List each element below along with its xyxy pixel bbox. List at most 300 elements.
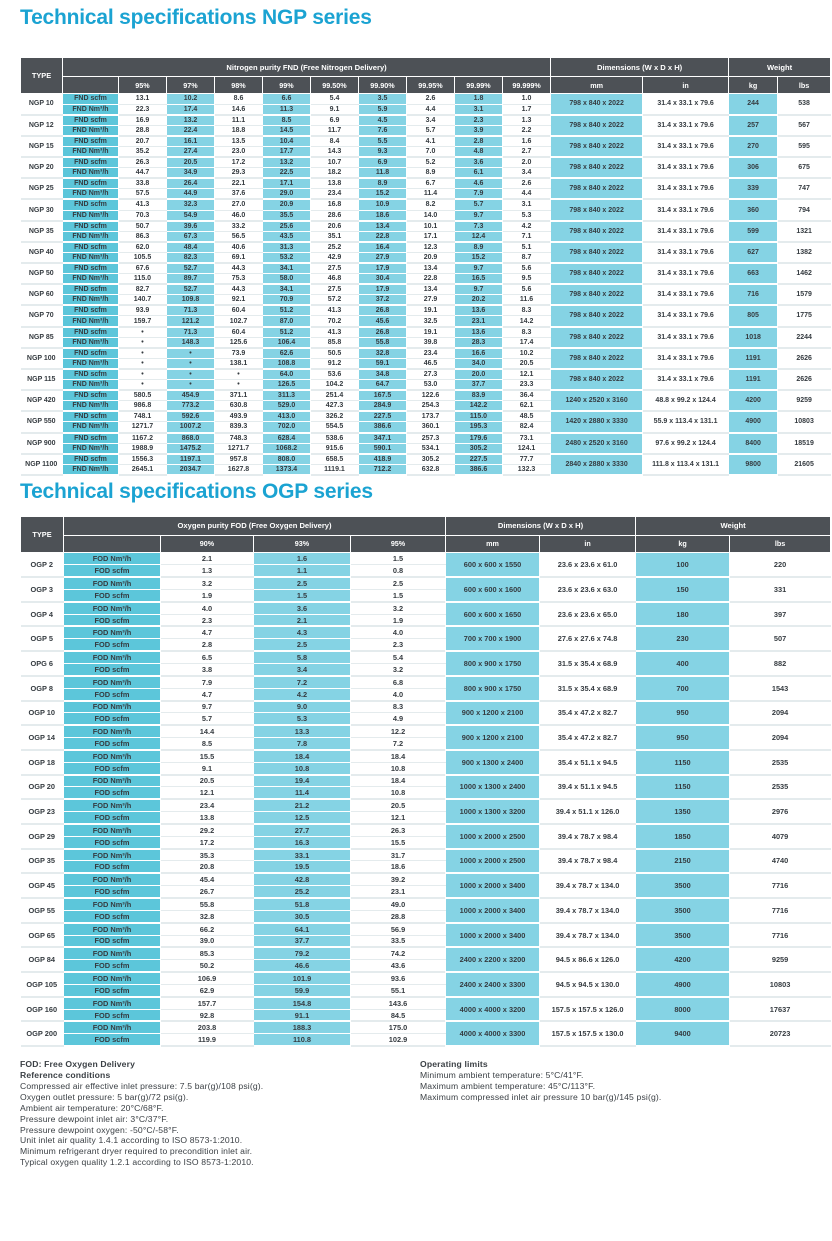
type-cell: OGP 55 xyxy=(21,898,64,923)
purity-value-cell: 84.5 xyxy=(351,1009,446,1021)
ogp-spec-table xyxy=(20,516,831,1047)
spec-row xyxy=(21,676,831,688)
purity-value-cell: 157.7 xyxy=(161,997,254,1009)
purity-value-cell: 16.5 xyxy=(455,274,503,285)
unit-column-header xyxy=(63,77,119,94)
spec-row xyxy=(21,997,831,1009)
dims-in-cell: 35.4 x 47.2 x 82.7 xyxy=(540,725,636,750)
weight-lbs-cell: 507 xyxy=(730,626,831,651)
purity-value-cell: 22.3 xyxy=(119,104,167,115)
unit-cell: FOD Nm³/h xyxy=(64,799,161,811)
dims-mm-cell: 800 x 900 x 1750 xyxy=(446,651,540,676)
purity-value-cell: 1.8 xyxy=(455,94,503,105)
purity-value-cell: 1.9 xyxy=(161,589,254,601)
purity-value-cell: 71.3 xyxy=(167,305,215,316)
unit-cell: FND scfm xyxy=(63,242,119,253)
unit-cell: FND scfm xyxy=(63,390,119,401)
purity-value-cell: 2.8 xyxy=(455,136,503,147)
purity-value-cell: 3.6 xyxy=(254,602,351,614)
purity-value-cell: 284.9 xyxy=(359,401,407,412)
weight-col-header: lbs xyxy=(778,77,831,94)
weight-lbs-cell: 1543 xyxy=(730,676,831,701)
unit-cell: FOD Nm³/h xyxy=(64,602,161,614)
unit-cell: FND scfm xyxy=(63,305,119,316)
dims-in-cell: 23.6 x 23.6 x 65.0 xyxy=(540,602,636,627)
unit-cell: FND Nm³/h xyxy=(63,104,119,115)
purity-value-cell: 30.4 xyxy=(359,274,407,285)
purity-value-cell: 29.0 xyxy=(263,189,311,200)
purity-value-cell: 3.4 xyxy=(254,663,351,675)
type-cell: NGP 30 xyxy=(21,199,63,220)
purity-value-cell: 3.5 xyxy=(359,94,407,105)
purity-value-cell: 175.0 xyxy=(351,1021,446,1033)
dims-col-header: in xyxy=(643,77,729,94)
purity-value-cell: 8.5 xyxy=(161,738,254,750)
purity-value-cell: 18.6 xyxy=(351,861,446,873)
weight-lbs-cell: 10803 xyxy=(730,972,831,997)
purity-value-cell: 62.0 xyxy=(119,242,167,253)
purity-value-cell: 9.7 xyxy=(455,210,503,221)
unit-cell: FND Nm³/h xyxy=(63,422,119,433)
purity-value-cell: 18.4 xyxy=(254,750,351,762)
purity-value-cell: 106.9 xyxy=(161,972,254,984)
type-cell: NGP 35 xyxy=(21,221,63,242)
purity-value-cell: 592.6 xyxy=(167,411,215,422)
purity-value-cell: 15.2 xyxy=(455,252,503,263)
purity-value-cell: 9.0 xyxy=(254,701,351,713)
purity-value-cell: 64.1 xyxy=(254,923,351,935)
purity-value-cell: 92.1 xyxy=(215,295,263,306)
purity-value-cell: 125.6 xyxy=(215,337,263,348)
unit-cell: FOD Nm³/h xyxy=(64,1021,161,1033)
purity-value-cell: 15.2 xyxy=(359,189,407,200)
spec-row xyxy=(21,1021,831,1033)
dims-in-cell: 35.4 x 47.2 x 82.7 xyxy=(540,701,636,726)
purity-col-header: 93% xyxy=(254,535,351,552)
purity-value-cell: 2.8 xyxy=(161,639,254,651)
dims-in-cell: 23.6 x 23.6 x 61.0 xyxy=(540,552,636,577)
purity-value-cell: 3.2 xyxy=(161,577,254,589)
dims-mm-cell: 1000 x 2000 x 2500 xyxy=(446,824,540,849)
unit-cell: FOD Nm³/h xyxy=(64,750,161,762)
spec-row xyxy=(21,433,831,444)
weight-lbs-cell: 1462 xyxy=(778,263,831,284)
purity-value-cell: 257.3 xyxy=(407,433,455,444)
purity-value-cell: • xyxy=(215,380,263,391)
purity-value-cell: 12.1 xyxy=(161,787,254,799)
dims-in-cell: 94.5 x 94.5 x 130.0 xyxy=(540,972,636,997)
purity-value-cell: 1007.2 xyxy=(167,422,215,433)
purity-value-cell: 14.2 xyxy=(503,316,551,327)
weight-lbs-cell: 2535 xyxy=(730,775,831,800)
dims-mm-cell: 1000 x 2000 x 3400 xyxy=(446,873,540,898)
purity-value-cell: 37.6 xyxy=(215,189,263,200)
dims-in-cell: 39.4 x 51.1 x 94.5 xyxy=(540,775,636,800)
dims-in-cell: 31.4 x 33.1 x 79.6 xyxy=(643,115,729,136)
purity-value-cell: 34.8 xyxy=(359,369,407,380)
purity-value-cell: 41.3 xyxy=(119,199,167,210)
purity-value-cell: 4.2 xyxy=(254,688,351,700)
purity-group-header: Oxygen purity FOD (Free Oxygen Delivery) xyxy=(64,516,446,535)
dims-mm-cell: 900 x 1200 x 2100 xyxy=(446,725,540,750)
footnote-line: Maximum ambient temperature: 45°C/113°F. xyxy=(420,1080,596,1091)
type-cell: NGP 900 xyxy=(21,433,63,454)
weight-lbs-cell: 7716 xyxy=(730,898,831,923)
purity-value-cell: 142.2 xyxy=(455,401,503,412)
purity-value-cell: 7.9 xyxy=(161,676,254,688)
purity-value-cell: 35.5 xyxy=(263,210,311,221)
purity-value-cell: 55.1 xyxy=(351,984,446,996)
unit-cell: FND scfm xyxy=(63,369,119,380)
purity-value-cell: 386.6 xyxy=(359,422,407,433)
purity-value-cell: 26.8 xyxy=(359,305,407,316)
spec-row xyxy=(21,824,831,836)
dims-mm-cell: 700 x 700 x 1900 xyxy=(446,626,540,651)
purity-value-cell: 8.5 xyxy=(263,115,311,126)
purity-value-cell: 13.6 xyxy=(455,327,503,338)
purity-value-cell: 52.7 xyxy=(167,263,215,274)
type-cell: NGP 100 xyxy=(21,348,63,369)
type-cell: NGP 550 xyxy=(21,411,63,432)
purity-value-cell: 702.0 xyxy=(263,422,311,433)
purity-value-cell: 93.6 xyxy=(351,972,446,984)
purity-value-cell: 4.1 xyxy=(407,136,455,147)
weight-kg-cell: 180 xyxy=(636,602,730,627)
unit-cell: FOD scfm xyxy=(64,836,161,848)
footnote-line: Compressed air effective inlet pressure: 7.5 bar(g)/108 psi(g). xyxy=(20,1080,264,1091)
dims-mm-cell: 2840 x 2880 x 3330 xyxy=(551,454,643,475)
purity-value-cell: 13.2 xyxy=(263,157,311,168)
purity-value-cell: 808.0 xyxy=(263,454,311,465)
dims-mm-cell: 800 x 900 x 1750 xyxy=(446,676,540,701)
purity-value-cell: 630.8 xyxy=(215,401,263,412)
dims-in-cell: 94.5 x 86.6 x 126.0 xyxy=(540,947,636,972)
type-cell: OGP 35 xyxy=(21,849,64,874)
purity-value-cell: 1.5 xyxy=(351,589,446,601)
purity-value-cell: 62.9 xyxy=(161,984,254,996)
unit-cell: FND Nm³/h xyxy=(63,168,119,179)
weight-kg-cell: 716 xyxy=(729,284,778,305)
weight-kg-cell: 3500 xyxy=(636,923,730,948)
purity-value-cell: 34.1 xyxy=(263,284,311,295)
col-header-type: TYPE xyxy=(21,516,64,552)
spec-row xyxy=(21,701,831,713)
purity-value-cell: 51.8 xyxy=(254,898,351,910)
type-cell: OGP 45 xyxy=(21,873,64,898)
purity-value-cell: 50.5 xyxy=(311,348,359,359)
purity-value-cell: 2.0 xyxy=(503,157,551,168)
purity-value-cell: 1.1 xyxy=(254,565,351,577)
spec-row xyxy=(21,972,831,984)
spec-row xyxy=(21,284,831,295)
spec-row xyxy=(21,947,831,959)
dims-in-cell: 31.4 x 33.1 x 79.6 xyxy=(643,178,729,199)
purity-value-cell: • xyxy=(119,358,167,369)
dims-col-header: in xyxy=(540,535,636,552)
purity-value-cell: 11.8 xyxy=(359,168,407,179)
purity-value-cell: 55.8 xyxy=(161,898,254,910)
purity-value-cell: 22.4 xyxy=(167,125,215,136)
purity-value-cell: 16.3 xyxy=(254,836,351,848)
type-cell: OGP 4 xyxy=(21,602,64,627)
purity-value-cell: 195.3 xyxy=(455,422,503,433)
purity-value-cell: 19.5 xyxy=(254,861,351,873)
purity-value-cell: 77.7 xyxy=(503,454,551,465)
purity-value-cell: 36.4 xyxy=(503,390,551,401)
purity-value-cell: 56.9 xyxy=(351,923,446,935)
footnote-reference-heading: Reference conditions xyxy=(20,1070,111,1081)
type-cell: NGP 10 xyxy=(21,94,63,115)
weight-lbs-cell: 794 xyxy=(778,199,831,220)
purity-value-cell: 82.4 xyxy=(503,422,551,433)
purity-value-cell: 14.0 xyxy=(407,210,455,221)
purity-value-cell: 16.4 xyxy=(359,242,407,253)
weight-kg-cell: 663 xyxy=(729,263,778,284)
purity-value-cell: 42.8 xyxy=(254,873,351,885)
purity-value-cell: 121.2 xyxy=(167,316,215,327)
spec-row xyxy=(21,626,831,638)
unit-cell: FOD Nm³/h xyxy=(64,775,161,787)
dims-mm-cell: 798 x 840 x 2022 xyxy=(551,94,643,115)
dims-mm-cell: 2480 x 2520 x 3160 xyxy=(551,433,643,454)
type-cell: OGP 160 xyxy=(21,997,64,1022)
purity-value-cell: 12.1 xyxy=(503,369,551,380)
purity-value-cell: 13.6 xyxy=(455,305,503,316)
purity-value-cell: 17.7 xyxy=(263,146,311,157)
purity-value-cell: 32.5 xyxy=(407,316,455,327)
purity-value-cell: 632.8 xyxy=(407,464,455,475)
purity-value-cell: 5.4 xyxy=(311,94,359,105)
dims-mm-cell: 4000 x 4000 x 3300 xyxy=(446,1021,540,1046)
purity-value-cell: 554.5 xyxy=(311,422,359,433)
purity-value-cell: 67.3 xyxy=(167,231,215,242)
purity-value-cell: 1988.9 xyxy=(119,443,167,454)
purity-value-cell: 85.3 xyxy=(161,947,254,959)
purity-value-cell: 9.5 xyxy=(503,274,551,285)
purity-value-cell: 13.1 xyxy=(119,94,167,105)
unit-cell: FND Nm³/h xyxy=(63,274,119,285)
unit-cell: FOD Nm³/h xyxy=(64,898,161,910)
unit-cell: FOD Nm³/h xyxy=(64,972,161,984)
unit-cell: FND scfm xyxy=(63,178,119,189)
unit-cell: FOD scfm xyxy=(64,984,161,996)
purity-value-cell: 67.6 xyxy=(119,263,167,274)
weight-kg-cell: 3500 xyxy=(636,873,730,898)
unit-cell: FND Nm³/h xyxy=(63,443,119,454)
purity-value-cell: 22.8 xyxy=(359,231,407,242)
purity-value-cell: 1.6 xyxy=(254,552,351,564)
type-cell: NGP 20 xyxy=(21,157,63,178)
purity-value-cell: 773.2 xyxy=(167,401,215,412)
purity-value-cell: 6.5 xyxy=(161,651,254,663)
dims-mm-cell: 798 x 840 x 2022 xyxy=(551,136,643,157)
purity-value-cell: 82.7 xyxy=(119,284,167,295)
purity-value-cell: 12.4 xyxy=(455,231,503,242)
purity-value-cell: 5.3 xyxy=(503,210,551,221)
purity-value-cell: 52.7 xyxy=(167,284,215,295)
spec-row xyxy=(21,873,831,885)
dims-in-cell: 157.5 x 157.5 x 130.0 xyxy=(540,1021,636,1046)
type-cell: OGP 5 xyxy=(21,626,64,651)
purity-value-cell: 42.9 xyxy=(311,252,359,263)
weight-lbs-cell: 2626 xyxy=(778,348,831,369)
purity-value-cell: 17.4 xyxy=(167,104,215,115)
purity-value-cell: 12.1 xyxy=(351,812,446,824)
spec-row xyxy=(21,263,831,274)
dims-mm-cell: 600 x 600 x 1600 xyxy=(446,577,540,602)
dims-in-cell: 31.4 x 33.1 x 79.6 xyxy=(643,221,729,242)
dims-in-cell: 31.4 x 33.1 x 79.6 xyxy=(643,94,729,115)
purity-value-cell: 5.6 xyxy=(503,263,551,274)
purity-value-cell: 8.3 xyxy=(503,327,551,338)
purity-value-cell: 360.1 xyxy=(407,422,455,433)
dims-in-cell: 31.4 x 33.1 x 79.6 xyxy=(643,348,729,369)
purity-value-cell: 9.7 xyxy=(161,701,254,713)
type-cell: OGP 84 xyxy=(21,947,64,972)
dims-in-cell: 31.4 x 33.1 x 79.6 xyxy=(643,242,729,263)
purity-value-cell: 2.3 xyxy=(161,614,254,626)
unit-cell: FOD Nm³/h xyxy=(64,701,161,713)
purity-value-cell: 1627.8 xyxy=(215,464,263,475)
unit-cell: FOD scfm xyxy=(64,787,161,799)
purity-col-header: 90% xyxy=(161,535,254,552)
unit-cell: FND Nm³/h xyxy=(63,210,119,221)
purity-value-cell: 20.0 xyxy=(455,369,503,380)
purity-value-cell: 159.7 xyxy=(119,316,167,327)
dims-in-cell: 48.8 x 99.2 x 124.4 xyxy=(643,390,729,411)
purity-value-cell: 10.2 xyxy=(167,94,215,105)
purity-value-cell: 3.2 xyxy=(351,602,446,614)
purity-value-cell: 26.8 xyxy=(359,327,407,338)
type-cell: NGP 420 xyxy=(21,390,63,411)
purity-value-cell: 3.1 xyxy=(455,104,503,115)
purity-value-cell: 12.3 xyxy=(407,242,455,253)
purity-col-header: 99.95% xyxy=(407,77,455,94)
weight-lbs-cell: 9259 xyxy=(730,947,831,972)
unit-cell: FND Nm³/h xyxy=(63,380,119,391)
purity-value-cell: 188.3 xyxy=(254,1021,351,1033)
unit-cell: FND scfm xyxy=(63,136,119,147)
purity-value-cell: 11.6 xyxy=(503,295,551,306)
purity-value-cell: 53.2 xyxy=(263,252,311,263)
dims-mm-cell: 1240 x 2520 x 3160 xyxy=(551,390,643,411)
purity-value-cell: 590.1 xyxy=(359,443,407,454)
weight-lbs-cell: 567 xyxy=(778,115,831,136)
purity-value-cell: • xyxy=(119,327,167,338)
purity-value-cell: 986.8 xyxy=(119,401,167,412)
purity-value-cell: 35.2 xyxy=(119,146,167,157)
purity-col-header: 99.90% xyxy=(359,77,407,94)
purity-value-cell: 35.3 xyxy=(161,849,254,861)
purity-value-cell: 538.6 xyxy=(311,433,359,444)
purity-value-cell: 868.0 xyxy=(167,433,215,444)
purity-value-cell: 10.7 xyxy=(311,157,359,168)
purity-value-cell: 5.9 xyxy=(359,104,407,115)
purity-value-cell: 9.1 xyxy=(161,762,254,774)
weight-kg-cell: 4200 xyxy=(729,390,778,411)
purity-value-cell: 1373.4 xyxy=(263,464,311,475)
purity-value-cell: 454.9 xyxy=(167,390,215,401)
purity-value-cell: 1119.1 xyxy=(311,464,359,475)
purity-value-cell: 712.2 xyxy=(359,464,407,475)
purity-value-cell: 4.2 xyxy=(503,221,551,232)
unit-cell: FOD scfm xyxy=(64,589,161,601)
purity-value-cell: 2.3 xyxy=(351,639,446,651)
purity-value-cell: 40.6 xyxy=(215,242,263,253)
purity-value-cell: 35.1 xyxy=(311,231,359,242)
purity-value-cell: 48.5 xyxy=(503,411,551,422)
dims-mm-cell: 1420 x 2880 x 3330 xyxy=(551,411,643,432)
purity-value-cell: 29.2 xyxy=(161,824,254,836)
purity-value-cell: 8.4 xyxy=(311,136,359,147)
type-cell: OGP 8 xyxy=(21,676,64,701)
purity-value-cell: 8.2 xyxy=(407,199,455,210)
purity-value-cell: 7.3 xyxy=(455,221,503,232)
purity-value-cell: 1.5 xyxy=(254,589,351,601)
purity-value-cell: 31.7 xyxy=(351,849,446,861)
purity-value-cell: 14.5 xyxy=(263,125,311,136)
dims-in-cell: 39.4 x 51.1 x 126.0 xyxy=(540,799,636,824)
purity-value-cell: 15.5 xyxy=(351,836,446,848)
purity-value-cell: 53.6 xyxy=(311,369,359,380)
type-cell: NGP 15 xyxy=(21,136,63,157)
purity-value-cell: 20.9 xyxy=(407,252,455,263)
purity-value-cell: 493.9 xyxy=(215,411,263,422)
footnote-line: Typical oxygen quality 1.2.1 according to ISO 8573-1:2010. xyxy=(20,1157,254,1168)
dims-in-cell: 39.4 x 78.7 x 98.4 xyxy=(540,824,636,849)
purity-value-cell: 51.2 xyxy=(263,305,311,316)
unit-cell: FOD scfm xyxy=(64,935,161,947)
purity-value-cell: 37.7 xyxy=(455,380,503,391)
purity-value-cell: 7.0 xyxy=(407,146,455,157)
purity-value-cell: • xyxy=(215,369,263,380)
weight-kg-cell: 339 xyxy=(729,178,778,199)
purity-value-cell: 20.5 xyxy=(161,775,254,787)
purity-value-cell: 2645.1 xyxy=(119,464,167,475)
footnotes-operating-limits xyxy=(420,1059,832,1168)
purity-value-cell: 18.8 xyxy=(215,125,263,136)
purity-value-cell: 108.8 xyxy=(263,358,311,369)
purity-value-cell: 9.3 xyxy=(359,146,407,157)
unit-cell: FOD scfm xyxy=(64,812,161,824)
weight-lbs-cell: 7716 xyxy=(730,873,831,898)
purity-value-cell: 49.0 xyxy=(351,898,446,910)
purity-value-cell: 8.9 xyxy=(359,178,407,189)
purity-value-cell: 101.9 xyxy=(254,972,351,984)
weight-kg-cell: 150 xyxy=(636,577,730,602)
purity-value-cell: 13.4 xyxy=(407,284,455,295)
purity-value-cell: 93.9 xyxy=(119,305,167,316)
type-cell: OPG 6 xyxy=(21,651,64,676)
spec-row xyxy=(21,750,831,762)
type-cell: OGP 29 xyxy=(21,824,64,849)
weight-lbs-cell: 1321 xyxy=(778,221,831,242)
purity-value-cell: 9.1 xyxy=(311,104,359,115)
weight-kg-cell: 8000 xyxy=(636,997,730,1022)
purity-value-cell: 138.1 xyxy=(215,358,263,369)
purity-value-cell: 2.1 xyxy=(254,614,351,626)
purity-value-cell: • xyxy=(167,380,215,391)
purity-value-cell: 20.5 xyxy=(503,358,551,369)
weight-kg-cell: 950 xyxy=(636,725,730,750)
weight-kg-cell: 400 xyxy=(636,651,730,676)
purity-value-cell: 73.9 xyxy=(215,348,263,359)
purity-value-cell: 46.8 xyxy=(311,274,359,285)
purity-value-cell: 27.4 xyxy=(167,146,215,157)
purity-value-cell: 13.3 xyxy=(254,725,351,737)
weight-kg-cell: 3500 xyxy=(636,898,730,923)
purity-value-cell: 227.5 xyxy=(359,411,407,422)
